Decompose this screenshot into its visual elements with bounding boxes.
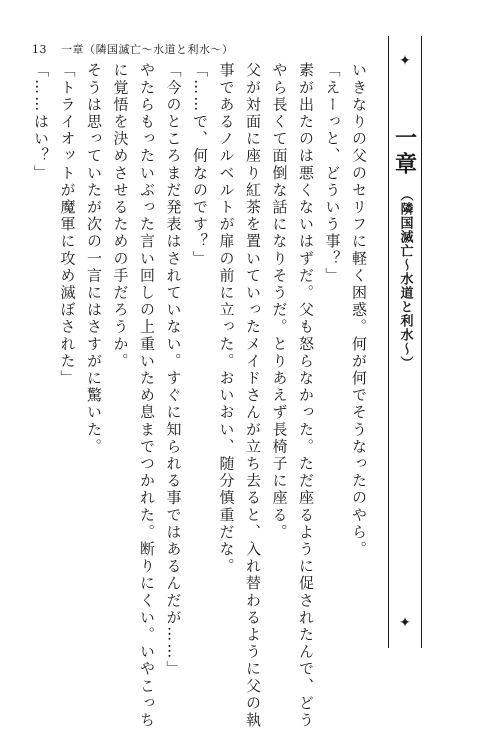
diamond-ornament-icon: ✦ <box>399 53 411 69</box>
text-line: やたらもったいぶった言い回しの上重いため息までつかれた。断りにくい。いやこっち <box>138 62 156 729</box>
text-line: 素が出たのは悪くないはずだ。父も怒らなかった。ただ座るように促されたんで、どう <box>297 62 315 729</box>
running-head <box>32 41 234 57</box>
chapter-title <box>389 126 421 370</box>
text-line: やら長くて面倒な話になりそうだ。とりあえず長椅子に座る。 <box>270 62 289 541</box>
text-line: 「えーっと、どういう事？」 <box>323 62 342 285</box>
chapter-title-main: 一章 <box>391 126 418 178</box>
text-line: に覚悟を決めさせるための手だろうか。 <box>111 62 130 370</box>
page-number: 13 <box>32 43 47 56</box>
chapter-banner <box>388 36 422 648</box>
running-title: 一章（隣国滅亡～水道と利水～） <box>61 43 234 56</box>
text-line: 「今のところまだ発表はされていない。すぐに知られる事ではあるんだが……」 <box>164 62 183 678</box>
text-line: そうは思っていたが次の一言にはさすがに驚いた。 <box>85 62 103 456</box>
text-line: いきなりの父のセリフに軽く困惑。何が何でそうなったのやら。 <box>350 62 368 558</box>
text-line: 「……で、何なのです？」 <box>191 62 209 268</box>
text-line: 「トライオットが魔軍に攻め滅ぼされた」 <box>58 62 77 387</box>
chapter-subtitle: （隣国滅亡～水道と利水～） <box>397 188 413 370</box>
text-line: 「……はい？」 <box>32 62 50 182</box>
body-text <box>28 62 373 729</box>
text-line: 父が対面に座り紅茶を置いていったメイドさんが立ち去ると、入れ替わるように父の執 <box>244 62 262 729</box>
diamond-ornament-icon: ✦ <box>399 615 411 631</box>
text-line: 事であるノルベルトが扉の前に立った。おいおい、随分慎重だな。 <box>217 62 236 575</box>
